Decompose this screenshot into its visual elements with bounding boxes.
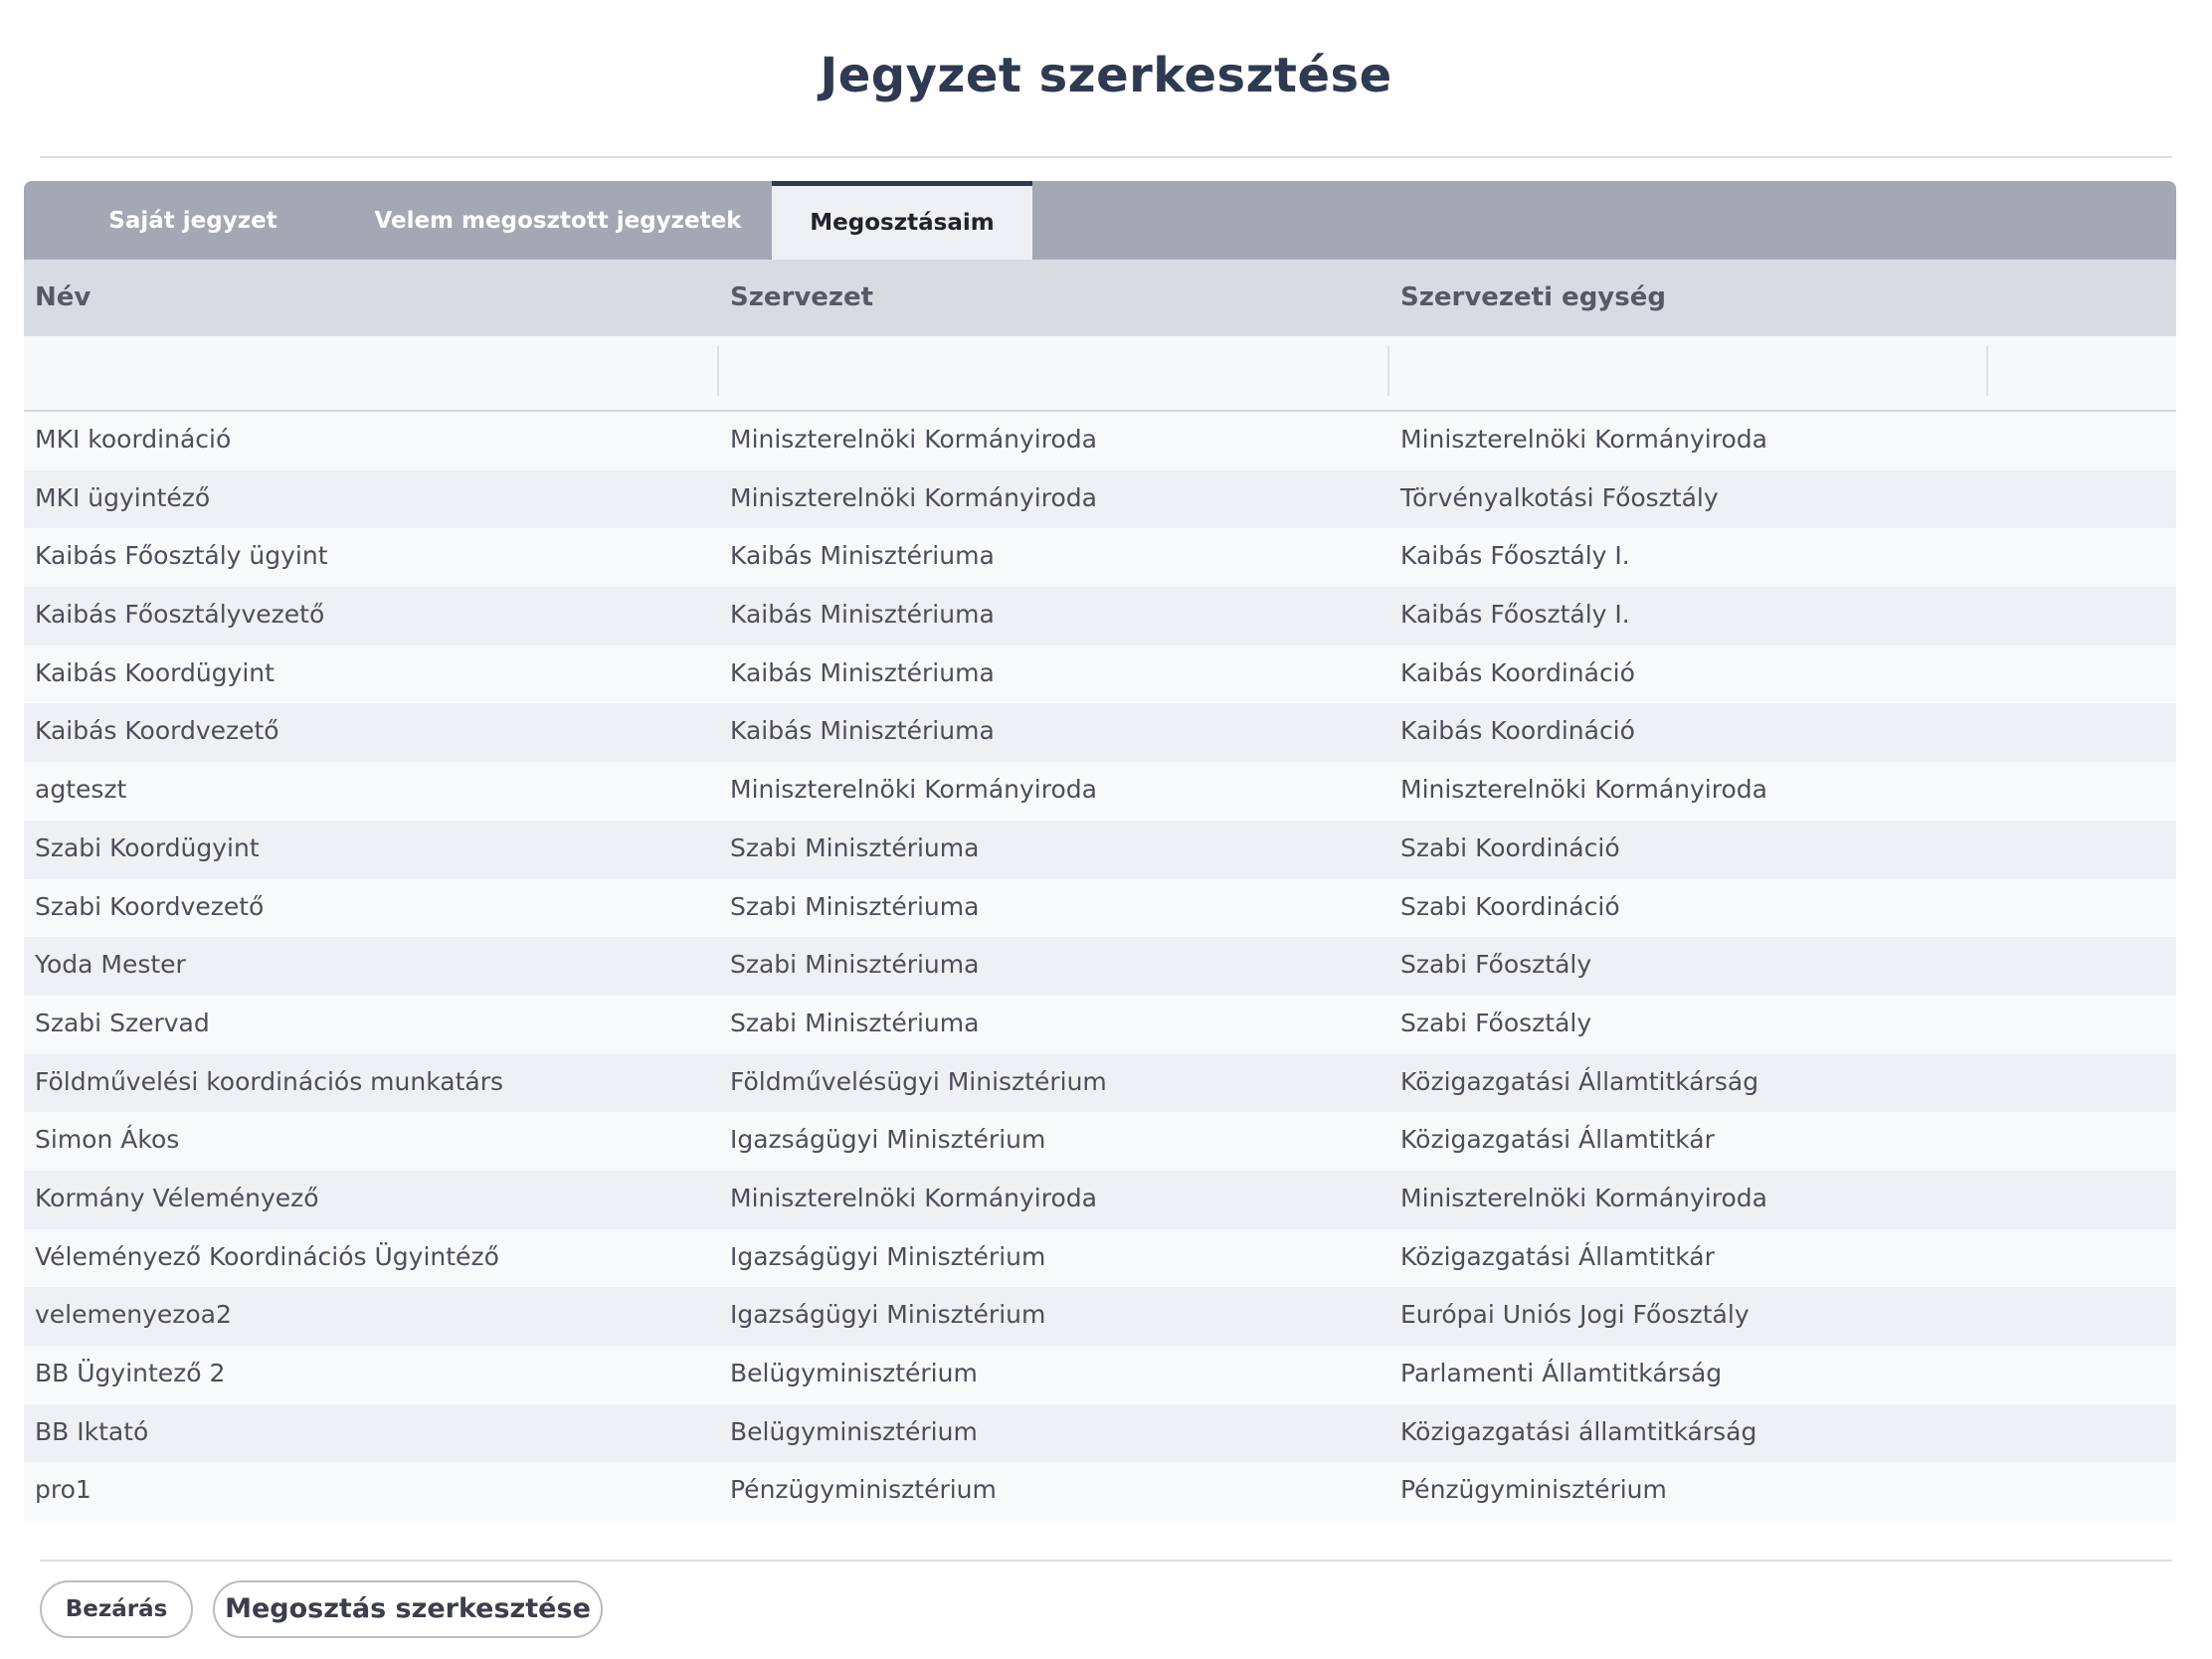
cell-name: Véleményező Koordinációs Ügyintéző (35, 1241, 499, 1271)
cell-name: Kaibás Főosztályvezető (35, 600, 325, 630)
cell-name: BB Iktató (35, 1416, 149, 1446)
cell-name: Szabi Koordügyint (35, 832, 260, 862)
filter-row (24, 336, 2176, 412)
table-row[interactable] (24, 1054, 2176, 1113)
table-row[interactable] (24, 762, 2176, 821)
cell-organization: Miniszterelnöki Kormányiroda (730, 425, 1097, 454)
dialog-title: Jegyzet szerkesztése (820, 48, 1392, 103)
cell-name: Kaibás Főosztály ügyint (35, 541, 328, 571)
cell-name: Szabi Koordvezető (35, 891, 265, 921)
table-row[interactable] (24, 1462, 2176, 1521)
column-header-organization[interactable]: Szervezet (730, 282, 874, 312)
table-row[interactable] (24, 528, 2176, 587)
cell-name: agteszt (35, 775, 127, 805)
cell-unit: Közigazgatási Államtitkár (1400, 1125, 1715, 1155)
cell-unit: Kaibás Koordináció (1400, 657, 1635, 687)
cell-unit: Közigazgatási Államtitkár (1400, 1241, 1715, 1271)
cell-unit: Szabi Főosztály (1400, 950, 1592, 980)
cell-organization: Kaibás Minisztériuma (730, 657, 995, 687)
table-header (24, 260, 2176, 336)
cell-organization: Igazságügyi Minisztérium (730, 1300, 1046, 1330)
cell-unit: Szabi Főosztály (1400, 1008, 1592, 1037)
filter-name-cell (24, 346, 717, 396)
cell-name: Kaibás Koordvezető (35, 716, 279, 746)
filter-unit-input[interactable] (1389, 346, 1990, 398)
tab-my-shares[interactable]: Megosztásaim (772, 181, 1032, 260)
column-header-unit[interactable]: Szervezeti egység (1400, 282, 1666, 312)
table-row[interactable] (24, 1287, 2176, 1346)
cell-organization: Szabi Minisztériuma (730, 832, 980, 862)
table-row[interactable] (24, 1404, 2176, 1463)
cell-unit: Kaibás Főosztály I. (1400, 600, 1630, 630)
tab-own-note[interactable]: Saját jegyzet (108, 208, 277, 234)
cell-organization: Szabi Minisztériuma (730, 1008, 980, 1037)
cell-name: velemenyezoa2 (35, 1300, 232, 1330)
table-row[interactable] (24, 703, 2176, 762)
filter-unit-cell (1387, 346, 1986, 396)
cell-name: Szabi Szervad (35, 1008, 210, 1037)
cell-organization: Igazságügyi Minisztérium (730, 1125, 1046, 1155)
filter-organization-cell (717, 346, 1387, 396)
cell-unit: Törvényalkotási Főosztály (1400, 482, 1719, 512)
table-row[interactable] (24, 587, 2176, 645)
cell-organization: Kaibás Minisztériuma (730, 600, 995, 630)
table-row[interactable] (24, 1229, 2176, 1288)
cell-name: Simon Ákos (35, 1125, 180, 1155)
table-row[interactable] (24, 412, 2176, 470)
cell-organization: Igazságügyi Minisztérium (730, 1241, 1046, 1271)
table-row[interactable] (24, 470, 2176, 529)
cell-organization: Szabi Minisztériuma (730, 891, 980, 921)
filter-extra-cell (1986, 346, 2176, 396)
column-header-name[interactable]: Név (35, 282, 92, 312)
table-row[interactable] (24, 1346, 2176, 1404)
tab-bar (24, 181, 2176, 260)
cell-organization: Pénzügyminisztérium (730, 1475, 997, 1505)
shares-table (24, 260, 2176, 1521)
table-row[interactable] (24, 996, 2176, 1054)
cell-unit: Közigazgatási Államtitkárság (1400, 1066, 1759, 1096)
cell-organization: Belügyminisztérium (730, 1416, 978, 1446)
cell-name: BB Ügyintező 2 (35, 1359, 226, 1387)
filter-name-input[interactable] (24, 346, 721, 398)
cell-unit: Közigazgatási államtitkárság (1400, 1416, 1757, 1446)
cell-name: Kormány Véleményező (35, 1183, 319, 1212)
cell-unit: Európai Uniós Jogi Főosztály (1400, 1300, 1750, 1330)
cell-organization: Kaibás Minisztériuma (730, 541, 995, 571)
cell-organization: Földművelésügyi Minisztérium (730, 1066, 1107, 1096)
footer-divider (40, 1560, 2172, 1562)
cell-organization: Szabi Minisztériuma (730, 950, 980, 980)
cell-unit: Parlamenti Államtitkárság (1400, 1359, 1723, 1387)
title-divider (40, 156, 2172, 158)
table-row[interactable] (24, 1171, 2176, 1229)
cell-unit: Kaibás Főosztály I. (1400, 541, 1630, 571)
cell-organization: Miniszterelnöki Kormányiroda (730, 1183, 1097, 1212)
cell-name: Yoda Mester (35, 950, 186, 980)
cell-organization: Kaibás Minisztériuma (730, 716, 995, 746)
table-row[interactable] (24, 645, 2176, 704)
table-row[interactable] (24, 1112, 2176, 1171)
table-row[interactable] (24, 879, 2176, 938)
table-body (24, 412, 2176, 1521)
cell-unit: Szabi Koordináció (1400, 832, 1620, 862)
cell-name: MKI koordináció (35, 425, 232, 454)
cell-name: MKI ügyintéző (35, 482, 211, 512)
edit-share-button[interactable]: Megosztás szerkesztése (213, 1580, 603, 1638)
cell-name: Kaibás Koordügyint (35, 657, 275, 687)
cell-unit: Miniszterelnöki Kormányiroda (1400, 425, 1767, 454)
cell-organization: Miniszterelnöki Kormányiroda (730, 482, 1097, 512)
cell-unit: Szabi Koordináció (1400, 891, 1620, 921)
filter-organization-input[interactable] (719, 346, 1391, 398)
cell-unit: Pénzügyminisztérium (1400, 1475, 1667, 1505)
cell-name: Földművelési koordinációs munkatárs (35, 1066, 503, 1096)
table-row[interactable] (24, 821, 2176, 879)
cell-unit: Kaibás Koordináció (1400, 716, 1635, 746)
cell-unit: Miniszterelnöki Kormányiroda (1400, 775, 1767, 805)
cell-organization: Miniszterelnöki Kormányiroda (730, 775, 1097, 805)
tab-shared-with-me[interactable]: Velem megosztott jegyzetek (374, 208, 742, 234)
close-button[interactable]: Bezárás (40, 1580, 193, 1638)
cell-unit: Miniszterelnöki Kormányiroda (1400, 1183, 1767, 1212)
cell-name: pro1 (35, 1475, 92, 1505)
table-row[interactable] (24, 937, 2176, 996)
cell-organization: Belügyminisztérium (730, 1359, 978, 1387)
